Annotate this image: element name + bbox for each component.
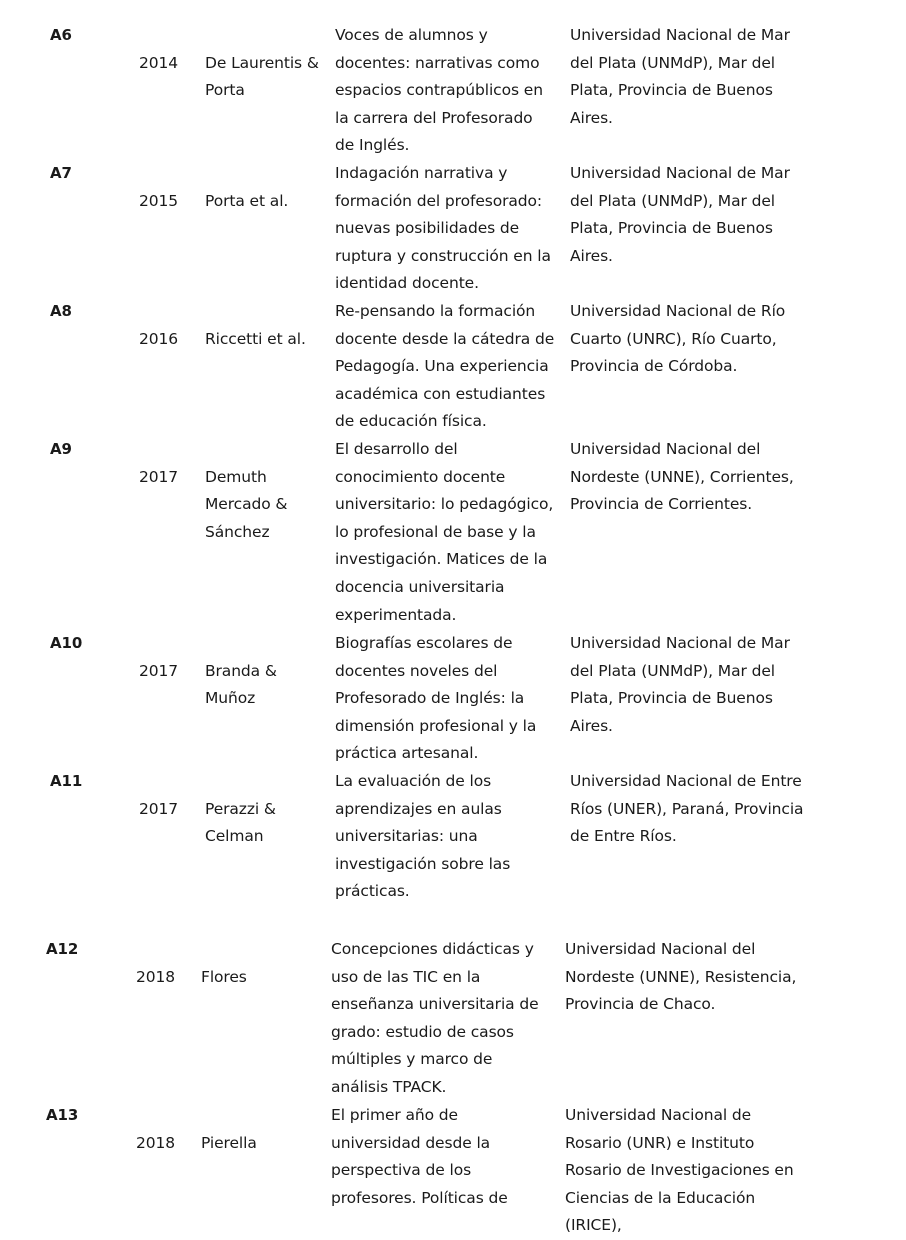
title-line: prácticas. xyxy=(335,882,410,901)
title-line: docencia universitaria xyxy=(335,577,505,596)
institution-line: Universidad Nacional de Mar xyxy=(570,634,790,652)
row-id: A7 xyxy=(50,164,72,182)
author-line: Perazzi & xyxy=(205,799,276,818)
row-id: A9 xyxy=(50,440,72,458)
title-line: de educación física. xyxy=(335,412,487,431)
author-line: Porta et al. xyxy=(205,191,289,210)
row-year: 2018 xyxy=(136,967,176,986)
row-title xyxy=(331,936,553,1102)
institution-line: Plata, Provincia de Buenos xyxy=(570,219,773,238)
title-line: ruptura y construcción en la xyxy=(335,246,551,265)
institution-line: Rosario de Investigaciones en xyxy=(565,1161,794,1180)
row-authors xyxy=(201,1130,321,1158)
row-id: A10 xyxy=(50,634,83,652)
author-line: Pierella xyxy=(201,1133,257,1152)
title-line: Concepciones didácticas y xyxy=(331,940,534,958)
author-line: Demuth xyxy=(205,467,267,486)
institution-line: Universidad Nacional de Río xyxy=(570,302,786,320)
institution-line: Rosario (UNR) e Instituto xyxy=(565,1133,755,1152)
title-line: formación del profesorado: xyxy=(335,191,543,210)
title-line: lo profesional de base y la xyxy=(335,522,536,541)
row-title xyxy=(335,160,557,298)
title-line: Pedagogía. Una experiencia xyxy=(335,357,549,376)
row-institution xyxy=(570,22,810,132)
title-line: Re-pensando la formación xyxy=(335,302,536,320)
row-year: 2015 xyxy=(139,191,179,210)
title-line: análisis TPACK. xyxy=(331,1077,447,1096)
institution-line: Plata, Provincia de Buenos xyxy=(570,689,773,708)
institution-line: Aires. xyxy=(570,108,613,127)
row-institution xyxy=(570,436,810,519)
row-title xyxy=(335,768,557,906)
row-id: A8 xyxy=(50,302,72,320)
institution-line: del Plata (UNMdP), Mar del xyxy=(570,53,775,72)
row-authors xyxy=(201,964,321,992)
row-title xyxy=(331,1102,553,1212)
author-line: De Laurentis & xyxy=(205,53,319,72)
title-line: El primer año de xyxy=(331,1106,458,1124)
title-line: nuevas posibilidades de xyxy=(335,219,520,238)
institution-line: Universidad Nacional del xyxy=(570,440,761,458)
institution-line: Nordeste (UNNE), Corrientes, xyxy=(570,467,794,486)
row-institution xyxy=(565,1102,805,1240)
title-line: la carrera del Profesorado xyxy=(335,108,533,127)
institution-line: Universidad Nacional de xyxy=(565,1106,752,1124)
title-line: docentes: narrativas como xyxy=(335,53,540,72)
row-authors xyxy=(205,464,325,547)
institution-line: de Entre Ríos. xyxy=(570,827,677,846)
title-line: múltiples y marco de xyxy=(331,1050,493,1069)
title-line: Indagación narrativa y xyxy=(335,164,508,182)
institution-line: Plata, Provincia de Buenos xyxy=(570,81,773,100)
title-line: de Inglés. xyxy=(335,136,410,155)
institution-line: Universidad Nacional de Entre xyxy=(570,772,802,790)
title-line: universitarias: una xyxy=(335,827,478,846)
author-line: Sánchez xyxy=(205,522,270,541)
title-line: investigación sobre las xyxy=(335,854,511,873)
row-year: 2016 xyxy=(139,329,179,348)
row-institution xyxy=(570,298,810,381)
institution-line: Ríos (UNER), Paraná, Provincia xyxy=(570,799,804,818)
title-line: identidad docente. xyxy=(335,274,479,293)
title-line: El desarrollo del xyxy=(335,440,458,458)
institution-line: Cuarto (UNRC), Río Cuarto, xyxy=(570,329,777,348)
row-year: 2014 xyxy=(139,53,179,72)
institution-line: del Plata (UNMdP), Mar del xyxy=(570,191,775,210)
institution-line: Nordeste (UNNE), Resistencia, xyxy=(565,967,797,986)
title-line: profesores. Políticas de xyxy=(331,1188,508,1207)
title-line: espacios contrapúblicos en xyxy=(335,81,543,100)
title-line: docente desde la cátedra de xyxy=(335,329,555,348)
row-institution xyxy=(570,630,810,740)
institution-line: Provincia de Chaco. xyxy=(565,995,716,1014)
row-year: 2017 xyxy=(139,799,179,818)
title-line: perspectiva de los xyxy=(331,1161,472,1180)
title-line: docentes noveles del xyxy=(335,661,498,680)
row-title xyxy=(335,298,557,436)
row-id: A6 xyxy=(50,26,72,44)
row-institution xyxy=(570,160,810,270)
title-line: universitario: lo pedagógico, xyxy=(335,495,554,514)
title-line: La evaluación de los xyxy=(335,772,492,790)
row-year: 2018 xyxy=(136,1133,176,1152)
title-line: investigación. Matices de la xyxy=(335,550,548,569)
author-line: Riccetti et al. xyxy=(205,329,306,348)
author-line: Muñoz xyxy=(205,689,256,708)
author-line: Branda & xyxy=(205,661,277,680)
institution-line: Aires. xyxy=(570,246,613,265)
author-line: Celman xyxy=(205,827,264,846)
title-line: dimensión profesional y la xyxy=(335,716,537,735)
row-authors xyxy=(205,188,325,216)
row-year: 2017 xyxy=(139,661,179,680)
institution-line: del Plata (UNMdP), Mar del xyxy=(570,661,775,680)
row-institution xyxy=(570,768,810,851)
title-line: grado: estudio de casos xyxy=(331,1022,514,1041)
institution-line: Aires. xyxy=(570,716,613,735)
author-line: Flores xyxy=(201,967,247,986)
row-authors xyxy=(205,796,325,851)
title-line: universidad desde la xyxy=(331,1133,491,1152)
row-year: 2017 xyxy=(139,467,179,486)
title-line: Profesorado de Inglés: la xyxy=(335,689,525,708)
row-authors xyxy=(205,326,325,354)
row-authors xyxy=(205,50,325,105)
title-line: Voces de alumnos y xyxy=(335,26,488,44)
row-institution xyxy=(565,936,805,1019)
institution-line: Provincia de Córdoba. xyxy=(570,357,738,376)
institution-line: Universidad Nacional de Mar xyxy=(570,164,790,182)
title-line: académica con estudiantes xyxy=(335,384,546,403)
row-authors xyxy=(205,658,325,713)
institution-line: Universidad Nacional del xyxy=(565,940,756,958)
institution-line: Provincia de Corrientes. xyxy=(570,495,753,514)
title-line: enseñanza universitaria de xyxy=(331,995,539,1014)
institution-line: Ciencias de la Educación (IRICE), xyxy=(565,1188,756,1235)
title-line: uso de las TIC en la xyxy=(331,967,481,986)
title-line: Biografías escolares de xyxy=(335,634,513,652)
row-id: A12 xyxy=(46,940,79,958)
author-line: Mercado & xyxy=(205,495,288,514)
title-line: aprendizajes en aulas xyxy=(335,799,502,818)
row-id: A13 xyxy=(46,1106,79,1124)
title-line: conocimiento docente xyxy=(335,467,506,486)
row-title xyxy=(335,436,557,629)
row-title xyxy=(335,22,557,160)
row-id: A11 xyxy=(50,772,83,790)
row-title xyxy=(335,630,557,768)
institution-line: Universidad Nacional de Mar xyxy=(570,26,790,44)
title-line: práctica artesanal. xyxy=(335,744,479,763)
title-line: experimentada. xyxy=(335,605,457,624)
author-line: Porta xyxy=(205,81,245,100)
